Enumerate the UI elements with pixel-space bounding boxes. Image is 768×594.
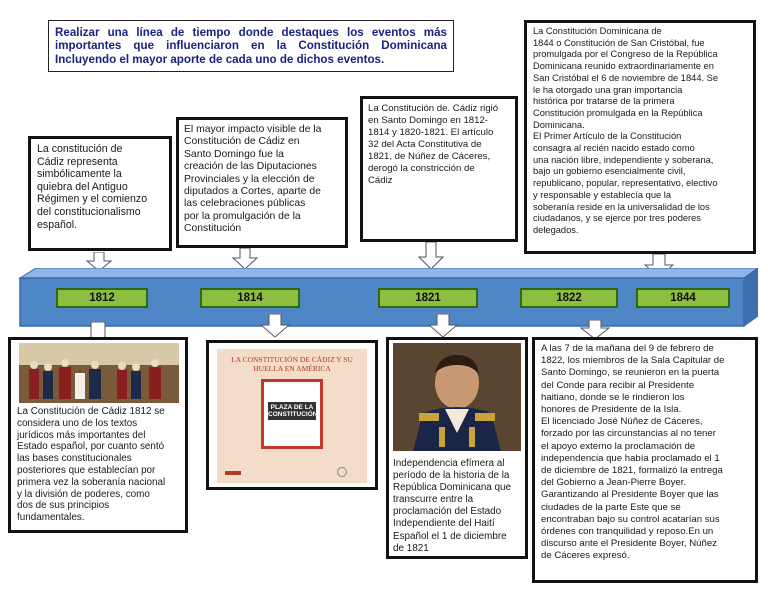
box-1812-bottom-text: La Constitución de Cádiz 1812 se considera uno de los textos jurídicos más importantes del Estado español, por cuanto sentó las bases constitucionales posteriores que establecían por primera vez la soberanía nacional y la división de poderes, como dos de sus principios fundamentales.	[17, 406, 166, 524]
box-1822-bottom	[532, 337, 758, 583]
box-1822-bottom-text: A las 7 de la mañana del 9 de febrero de 1822, los miembros de la Sala Capitular de Santo Domingo, se reunieron en la puerta del Conde para recibir al Presidente haitiano, donde se le rindieron los honores de Presidente de la Isla. El licenciado José Núñez de Cáceres, forzado por las circunstancias al no tener el apoyo externo la proclamación de independencia que había proclamado el 1 de diciembre de 1821, formalizó la entrega del Gobierno a Jean-Pierre Boyer. Garantizando al Presidente Boyer que las ciudades de la parte Este que se encontraban bajo su control acatarían sus órdenes con tranquilidad y reposo.En un discurso ante el Presidente Boyer, Núñez de Cáceres expresó.	[541, 343, 725, 562]
box-1812-bottom	[8, 337, 188, 533]
year-1812: 1812	[56, 288, 148, 308]
box-1821-top	[360, 96, 518, 242]
assignment-title: Realizar una línea de tiempo donde destaques los eventos más importantes que influenciaron en la Constitución Dominicana Incluyendo el mayor aporte de cada uno de dichos eventos.	[48, 20, 454, 72]
box-1814-bottom	[206, 340, 378, 490]
box-1814-top	[176, 117, 348, 248]
book-cover-plaque: PLAZA DE LA CONSTITUCIÓN	[268, 404, 318, 418]
arrow-1814-bottom	[260, 314, 290, 338]
box-1812-top-text: La constitución de Cádiz representa simbólicamente la quiebra del Antiguo Régimen y el comienzo del constitucionalismo español.	[37, 143, 148, 231]
year-1844: 1844	[636, 288, 730, 308]
book-cover-logo-left	[225, 471, 241, 475]
box-1844-top-text: La Constitución Dominicana de 1844 o Constitución de San Cristóbal, fue promulgada por el Congreso de la República Dominicana reunido extraordinariamente en San Cristóbal el 6 de noviembre de 1844. Se le ha otorgado una gran importancia histórica por tratarse de la primera Constitución promulgada en la República Dominicana. El Primer Artículo de la Constitución consagra al recién nacido estado como una nación libre, independiente y soberana, bajo un gobierno esencialmente civil, republicano, popular, representativo, electivo y responsable y establecía que la soberanía reside en la universalidad de los ciudadanos, y se ejerce por tres poderes delegados.	[533, 26, 719, 235]
year-1814: 1814	[200, 288, 300, 308]
box-1814-top-text: El mayor impacto visible de la Constitución de Cádiz en Santo Domingo fue la creación de las Diputaciones Provinciales y la elección de diputados a Cortes, aparte de las celebraciones públicas por la promulgación de la Constitución	[184, 124, 322, 235]
year-1821: 1821	[378, 288, 478, 308]
box-1821-bottom	[386, 337, 528, 559]
book-cover-logo-right	[337, 467, 347, 477]
box-1821-bottom-text: Independencia efímera al período de la historia de la República Dominicana que transcurre entre la proclamación del Estado Independiente del Haití Español el 1 de diciembre de 1821	[393, 458, 512, 554]
box-1812-top	[28, 136, 172, 251]
book-cover-title: LA CONSTITUCIÓN DE CÁDIZ Y SU HUELLA EN AMÉRICA	[231, 355, 353, 373]
book-cover	[217, 349, 367, 483]
arrow-1821-top	[418, 242, 444, 270]
box-1844-top	[524, 20, 756, 254]
arrow-1814-top	[232, 248, 258, 270]
book-cover-emblem	[261, 379, 323, 449]
arrow-1821-bottom	[428, 314, 458, 338]
painting-cortes-cadiz	[19, 343, 179, 403]
portrait-nunez-de-caceres	[393, 343, 521, 451]
box-1821-top-text: La Constitución de. Cádiz rigió en Santo Domingo en 1812- 1814 y 1820-1821. El artículo 32 del Acta Constitutiva de 1821, de Núñez de Cáceres, derogó la constricción de Cádiz	[368, 103, 499, 186]
year-1822: 1822	[520, 288, 618, 308]
